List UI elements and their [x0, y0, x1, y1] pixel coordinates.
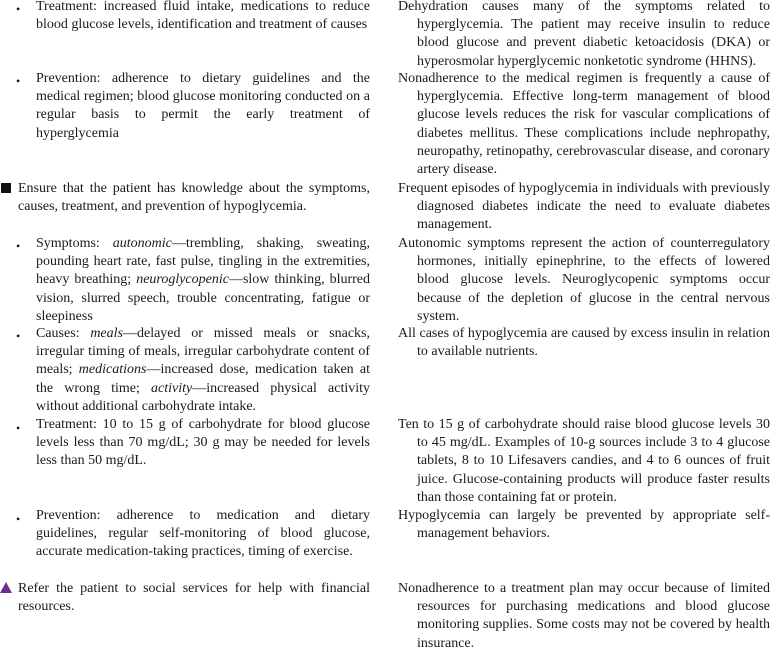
bullet: •	[16, 329, 21, 343]
social-services-intervention: Refer the patient to social services for help with financial resources.	[18, 581, 370, 615]
hyperglycemia-treatment-rationale: Dehydration causes many of the symptoms related to hyperglycemia. The patient may receive insulin to reduce blood glucose and prevent diabetic ketoacidosis (DKA) or hyperosmolar hyperglycemic nonketotic syndrome (HHNS).	[398, 0, 770, 69]
hyperglycemia-prevention-rationale: Nonadherence to the medical regimen is frequently a cause of hyperglycemia. Effective long-term management of blood glucose levels reduces the risk for vascular complications of diabetes mellitus. These complications include nephropathy, neuropathy, retinopathy, cerebrovascular disease, and coronary artery disease.	[398, 71, 770, 178]
hypoglycemia-intervention: Ensure that the patient has knowledge about the symptoms, causes, treatment, and prevention of hypoglycemia.	[18, 181, 370, 215]
hyperglycemia-prevention: Prevention: adherence to dietary guidelines and the medical regimen; blood glucose monitoring conducted on a regular basis to permit the early treatment of hyperglycemia	[36, 71, 370, 141]
bullet: •	[16, 421, 21, 435]
hyperglycemia-treatment: Treatment: increased fluid intake, medications to reduce blood glucose levels, identification and treatment of causes	[36, 0, 370, 33]
triangle-marker-icon	[0, 582, 12, 593]
hypoglycemia-symptoms: Symptoms: autonomic—trembling, shaking, sweating, pounding heart rate, fast pulse, tingling in the extremities, heavy breathing; neuroglycopenic—slow thinking, blurred vision, slurred speech, trouble concentrating, fatigue or sleepiness	[36, 236, 371, 324]
hypoglycemia-treatment-rationale: Ten to 15 g of carbohydrate should raise blood glucose levels 30 to 45 mg/dL. Examples of 10-g sources include 3 to 4 glucose tablets, 8 to 10 Lifesavers candies, and 4 to 6 ounces of fruit juice. Glucose-containing products will produce faster results than those containing fat or protein.	[398, 417, 770, 505]
hypoglycemia-causes: Causes: meals—delayed or missed meals or snacks, irregular timing of meals, irregular carbohydrate content of meals; medications—increased dose, medication taken at the wrong time; activity—increased physical activity without additional carbohydrate intake.	[36, 326, 371, 414]
bullet: •	[16, 2, 21, 16]
hypoglycemia-prevention-rationale: Hypoglycemia can largely be prevented by appropriate self-management behaviors.	[398, 508, 770, 542]
hypoglycemia-treatment: Treatment: 10 to 15 g of carbohydrate for blood glucose levels less than 70 mg/dL; 30 g may be needed for levels less than 50 mg/dL.	[36, 417, 370, 469]
square-marker-icon	[1, 183, 11, 193]
bullet: •	[16, 512, 21, 526]
bullet: •	[16, 74, 21, 88]
hypoglycemia-intervention-rationale: Frequent episodes of hypoglycemia in individuals with previously diagnosed diabetes indicate the need to evaluate diabetes management.	[398, 181, 770, 233]
bullet: •	[16, 239, 21, 253]
hypoglycemia-causes-rationale: All cases of hypoglycemia are caused by excess insulin in relation to available nutrients.	[398, 326, 770, 360]
hypoglycemia-prevention: Prevention: adherence to medication and dietary guidelines, regular self-monitoring of blood glucose, accurate medication-taking practices, timing of exercise.	[36, 508, 370, 560]
hypoglycemia-symptoms-rationale: Autonomic symptoms represent the action of counterregulatory hormones, initially epinephrine, to the effects of lowered blood glucose levels. Neuroglycopenic symptoms occur because of the depletion of glucose in the central nervous system.	[398, 236, 770, 324]
social-services-rationale: Nonadherence to a treatment plan may occur because of limited resources for purchasing medications and blood glucose monitoring supplies. Some costs may not be covered by health insurance.	[398, 581, 770, 651]
